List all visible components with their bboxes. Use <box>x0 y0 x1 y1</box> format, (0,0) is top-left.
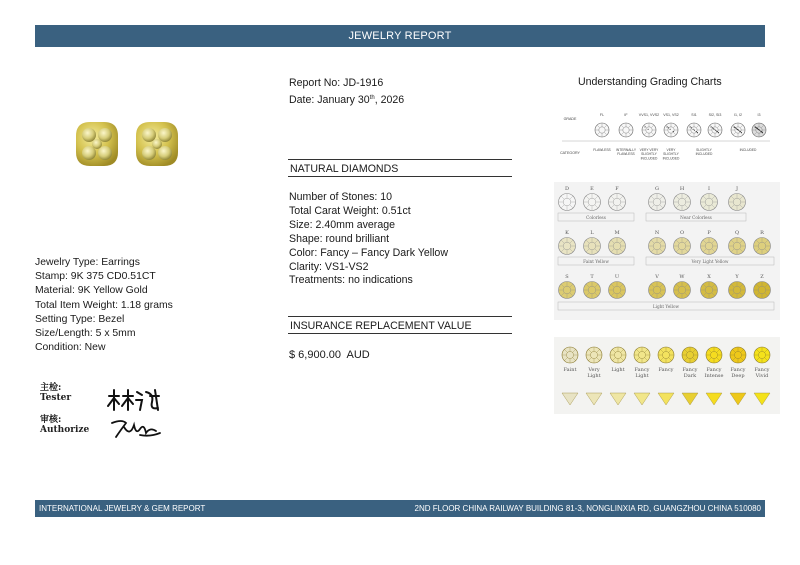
color-diamond-icon <box>674 194 691 211</box>
clarity-category-label: SLIGHTLY <box>696 148 712 152</box>
fancy-grade-label: Faint <box>563 367 577 373</box>
item-details <box>35 256 173 355</box>
fancy-diamond-icon <box>682 347 698 363</box>
inclusion-dot <box>737 129 738 130</box>
diamond-detail-line: Shape: round brilliant <box>289 232 390 245</box>
footer-organization: INTERNATIONAL JEWELRY & GEM REPORT <box>39 504 206 513</box>
inclusion-dot <box>736 128 737 129</box>
clarity-diamond-icon <box>642 123 656 137</box>
fancy-diamond-icon <box>706 347 722 363</box>
color-grade-letter: H <box>679 186 685 192</box>
color-group-label: Very Light Yellow <box>691 259 729 264</box>
color-diamond-icon <box>729 282 746 299</box>
color-diamond-icon <box>729 238 746 255</box>
tester-signature <box>106 388 162 414</box>
clarity-category-label: INTERNALLY <box>615 148 637 152</box>
clarity-grade-label: I3 <box>757 113 761 117</box>
fancy-grade-label: Fancy <box>658 367 674 373</box>
inclusion-dot <box>710 126 711 127</box>
inclusion-dot <box>691 127 692 128</box>
insurance-amount: $ 6,900.00 <box>289 349 341 361</box>
fancy-grade-label: Fancy <box>634 367 650 373</box>
color-diamond-icon <box>584 238 601 255</box>
color-diamond-icon <box>584 282 601 299</box>
clarity-category-label: FLAWLESS <box>593 148 611 152</box>
clarity-grade-label: IF <box>624 113 628 117</box>
fancy-grade-label: Dark <box>683 373 697 379</box>
color-grade-letter: Z <box>760 274 764 280</box>
natural-diamonds-details <box>289 191 448 288</box>
clarity-category-label: VERY VERY <box>639 148 659 152</box>
inclusion-dot <box>712 127 713 128</box>
fancy-grade-label: Light <box>635 373 649 379</box>
earring-left <box>76 122 118 166</box>
authorize-label <box>40 415 89 435</box>
fancy-diamond-icon <box>658 347 674 363</box>
inclusion-dot <box>694 130 695 131</box>
fancy-diamond-icon <box>610 347 626 363</box>
fancy-grade-label: Intense <box>704 373 724 379</box>
color-grade-letter: Q <box>734 230 740 236</box>
fancy-grade-label: Fancy <box>682 367 698 373</box>
fancy-grade-label: Vivid <box>755 373 769 379</box>
report-header-band <box>35 25 765 47</box>
color-diamond-icon <box>729 194 746 211</box>
item-detail-line: Material: 9K Yellow Gold <box>35 285 148 297</box>
color-grade-letter: K <box>565 230 569 236</box>
clarity-diamond-icon <box>619 123 633 137</box>
fancy-pavilion-icon <box>562 393 578 405</box>
tester-label-en: Tester <box>40 393 72 403</box>
clarity-grade-label: VVS1, VVS2 <box>638 113 660 117</box>
diamond-detail-line: Number of Stones: 10 <box>289 191 393 203</box>
authorize-signature <box>110 417 162 441</box>
report-title: JEWELRY REPORT <box>348 30 452 42</box>
fancy-pavilion-icon <box>610 393 626 405</box>
color-grade-letter: X <box>707 274 711 280</box>
color-diamond-icon <box>701 282 718 299</box>
inclusion-dot <box>734 127 735 128</box>
color-grade-letter: P <box>707 230 711 236</box>
diamond-detail-line: Treatments: no indications <box>289 274 413 287</box>
inclusion-dot <box>761 131 762 132</box>
fancy-pavilion-icon <box>706 393 722 405</box>
color-grade-letter: D <box>564 186 570 192</box>
fancy-grade-label: Fancy <box>754 367 770 373</box>
clarity-category-label: SLIGHTLY <box>641 152 657 157</box>
color-diamond-icon <box>649 238 666 255</box>
clarity-category-label: INCLUDED <box>739 148 757 152</box>
inclusion-dot <box>741 132 742 133</box>
diamond-detail-line: Size: 2.40mm average <box>289 218 395 231</box>
clarity-grade-label: SI1 <box>691 113 697 117</box>
inclusion-dot <box>693 129 694 130</box>
color-diamond-icon <box>609 282 626 299</box>
diamond-detail-line: Color: Fancy – Fancy Dark Yellow <box>289 246 448 259</box>
color-diamond-icon <box>609 238 626 255</box>
grading-charts-title: Understanding Grading Charts <box>578 76 722 88</box>
inclusion-dot <box>689 126 690 127</box>
insurance-currency: AUD <box>346 349 370 361</box>
tester-label-cn: 主检: <box>40 383 62 393</box>
diamond-detail-line: Clarity: VS1-VS2 <box>289 260 369 273</box>
inclusion-dot <box>648 129 649 130</box>
clarity-category-label: INCLUDED <box>695 152 713 157</box>
color-diamond-icon <box>701 194 718 211</box>
color-grade-letter: W <box>679 274 685 280</box>
authorize-label-en: Authorize <box>40 425 90 435</box>
fancy-pavilion-icon <box>730 393 746 405</box>
item-detail-line: Jewelry Type: Earrings <box>35 257 140 268</box>
fancy-diamond-icon <box>562 347 578 363</box>
report-meta <box>289 76 404 108</box>
inclusion-dot <box>715 130 716 131</box>
color-diamond-icon <box>609 194 626 211</box>
clarity-category-label: INCLUDED <box>662 156 680 161</box>
color-group-label: Light Yellow <box>652 304 680 309</box>
clarity-category-label: SLIGHTLY <box>663 152 679 157</box>
color-diamond-icon <box>674 238 691 255</box>
color-grade-letter: R <box>760 230 764 236</box>
fancy-diamond-icon <box>730 347 746 363</box>
inclusion-dot <box>666 126 667 127</box>
fancy-grade-label: Light <box>611 367 625 373</box>
inclusion-dot <box>644 126 645 127</box>
authorize-label-cn: 审核: <box>40 415 62 425</box>
inclusion-dot <box>697 132 698 133</box>
earrings-photo <box>56 110 216 210</box>
color-grade-letter: N <box>654 230 660 236</box>
color-diamond-icon <box>674 282 691 299</box>
clarity-row-label: CATEGORY <box>560 151 580 155</box>
insurance-value <box>289 349 370 361</box>
fancy-pavilion-icon <box>682 393 698 405</box>
item-detail-line: Stamp: 9K 375 CD0.51CT <box>35 271 156 283</box>
clarity-diamond-icon <box>664 123 678 137</box>
color-grade-letter: Y <box>735 274 739 280</box>
fancy-grade-label: Fancy <box>706 367 722 373</box>
color-grade-letter: M <box>614 230 620 236</box>
clarity-grade-label: VS1, VS2 <box>663 113 679 117</box>
color-grade-letter: J <box>735 186 739 192</box>
inclusion-dot <box>673 131 674 132</box>
color-grading-chart <box>554 182 780 320</box>
fancy-grade-label: Deep <box>731 373 745 379</box>
report-date-main: Date: January 30 <box>289 94 370 106</box>
color-diamond-icon <box>559 238 576 255</box>
color-grade-letter: L <box>590 230 594 236</box>
report-date-year: , 2026 <box>374 94 405 106</box>
inclusion-dot <box>758 129 759 130</box>
fancy-color-chart <box>554 337 780 414</box>
fancy-pavilion-icon <box>658 393 674 405</box>
clarity-row-label: GRADE <box>563 117 577 121</box>
insurance-heading: INSURANCE REPLACEMENT VALUE <box>288 316 512 334</box>
inclusion-dot <box>718 132 719 133</box>
color-diamond-icon <box>754 238 771 255</box>
inclusion-dot <box>755 127 756 128</box>
signature-block <box>40 383 170 443</box>
report-date <box>289 91 404 108</box>
color-diamond-icon <box>559 282 576 299</box>
clarity-category-label: VERY <box>666 148 676 152</box>
fancy-diamond-icon <box>586 347 602 363</box>
earring-right <box>136 122 178 166</box>
color-diamond-icon <box>754 282 771 299</box>
clarity-grading-chart <box>560 106 772 164</box>
color-diamond-icon <box>649 194 666 211</box>
fancy-grade-label: Very <box>588 367 600 373</box>
color-diamond-icon <box>559 194 576 211</box>
report-number: Report No: JD-1916 <box>289 77 384 89</box>
inclusion-dot <box>696 131 697 132</box>
item-detail-line: Total Item Weight: 1.18 grams <box>35 299 173 311</box>
inclusion-dot <box>668 127 669 128</box>
fancy-grade-label: Light <box>587 373 601 379</box>
clarity-grade-label: I1, I2 <box>734 113 742 117</box>
item-detail-line: Size/Length: 5 x 5mm <box>35 328 136 340</box>
fancy-pavilion-icon <box>754 393 770 405</box>
clarity-category-label: INCLUDED <box>640 156 658 161</box>
color-grade-letter: U <box>614 274 620 280</box>
color-group-label: Colorless <box>586 215 606 220</box>
fancy-grade-label: Fancy <box>730 367 746 373</box>
inclusion-dot <box>739 131 740 132</box>
natural-diamonds-heading: NATURAL DIAMONDS <box>288 159 512 177</box>
color-grade-letter: F <box>615 186 619 192</box>
tester-label <box>40 383 71 403</box>
color-grade-letter: V <box>655 274 659 280</box>
color-grade-letter: I <box>708 186 710 192</box>
color-diamond-icon <box>701 238 718 255</box>
fancy-diamond-icon <box>754 347 770 363</box>
clarity-category-label: FLAWLESS <box>617 152 635 157</box>
inclusion-dot <box>670 129 671 130</box>
color-grade-letter: S <box>565 274 569 280</box>
color-grade-letter: T <box>590 274 594 280</box>
fancy-pavilion-icon <box>634 393 650 405</box>
report-footer-band <box>35 500 765 517</box>
diamond-detail-line: Total Carat Weight: 0.51ct <box>289 204 411 217</box>
fancy-pavilion-icon <box>586 393 602 405</box>
inclusion-dot <box>757 128 758 129</box>
clarity-grade-label: FL <box>599 113 605 117</box>
clarity-diamond-icon <box>595 123 609 137</box>
color-diamond-icon <box>649 282 666 299</box>
report-date-suffix: th <box>369 95 375 101</box>
item-detail-line: Condition: New <box>35 342 106 354</box>
fancy-diamond-icon <box>634 347 650 363</box>
footer-address: 2ND FLOOR CHINA RAILWAY BUILDING 81-3, NONGLINXIA RD, GUANGZHOU CHINA 510080 <box>414 504 761 513</box>
color-grade-letter: G <box>655 186 659 192</box>
color-group-label: Faint Yellow <box>583 259 609 264</box>
color-group-label: Near Colorless <box>680 215 712 220</box>
color-diamond-icon <box>584 194 601 211</box>
inclusion-dot <box>713 128 714 129</box>
color-grade-letter: O <box>679 230 685 236</box>
color-grade-letter: E <box>590 186 594 192</box>
inclusion-dot <box>760 131 761 132</box>
inclusion-dot <box>716 131 717 132</box>
clarity-grade-label: SI2, SI3 <box>708 113 722 117</box>
item-detail-line: Setting Type: Bezel <box>35 313 125 325</box>
